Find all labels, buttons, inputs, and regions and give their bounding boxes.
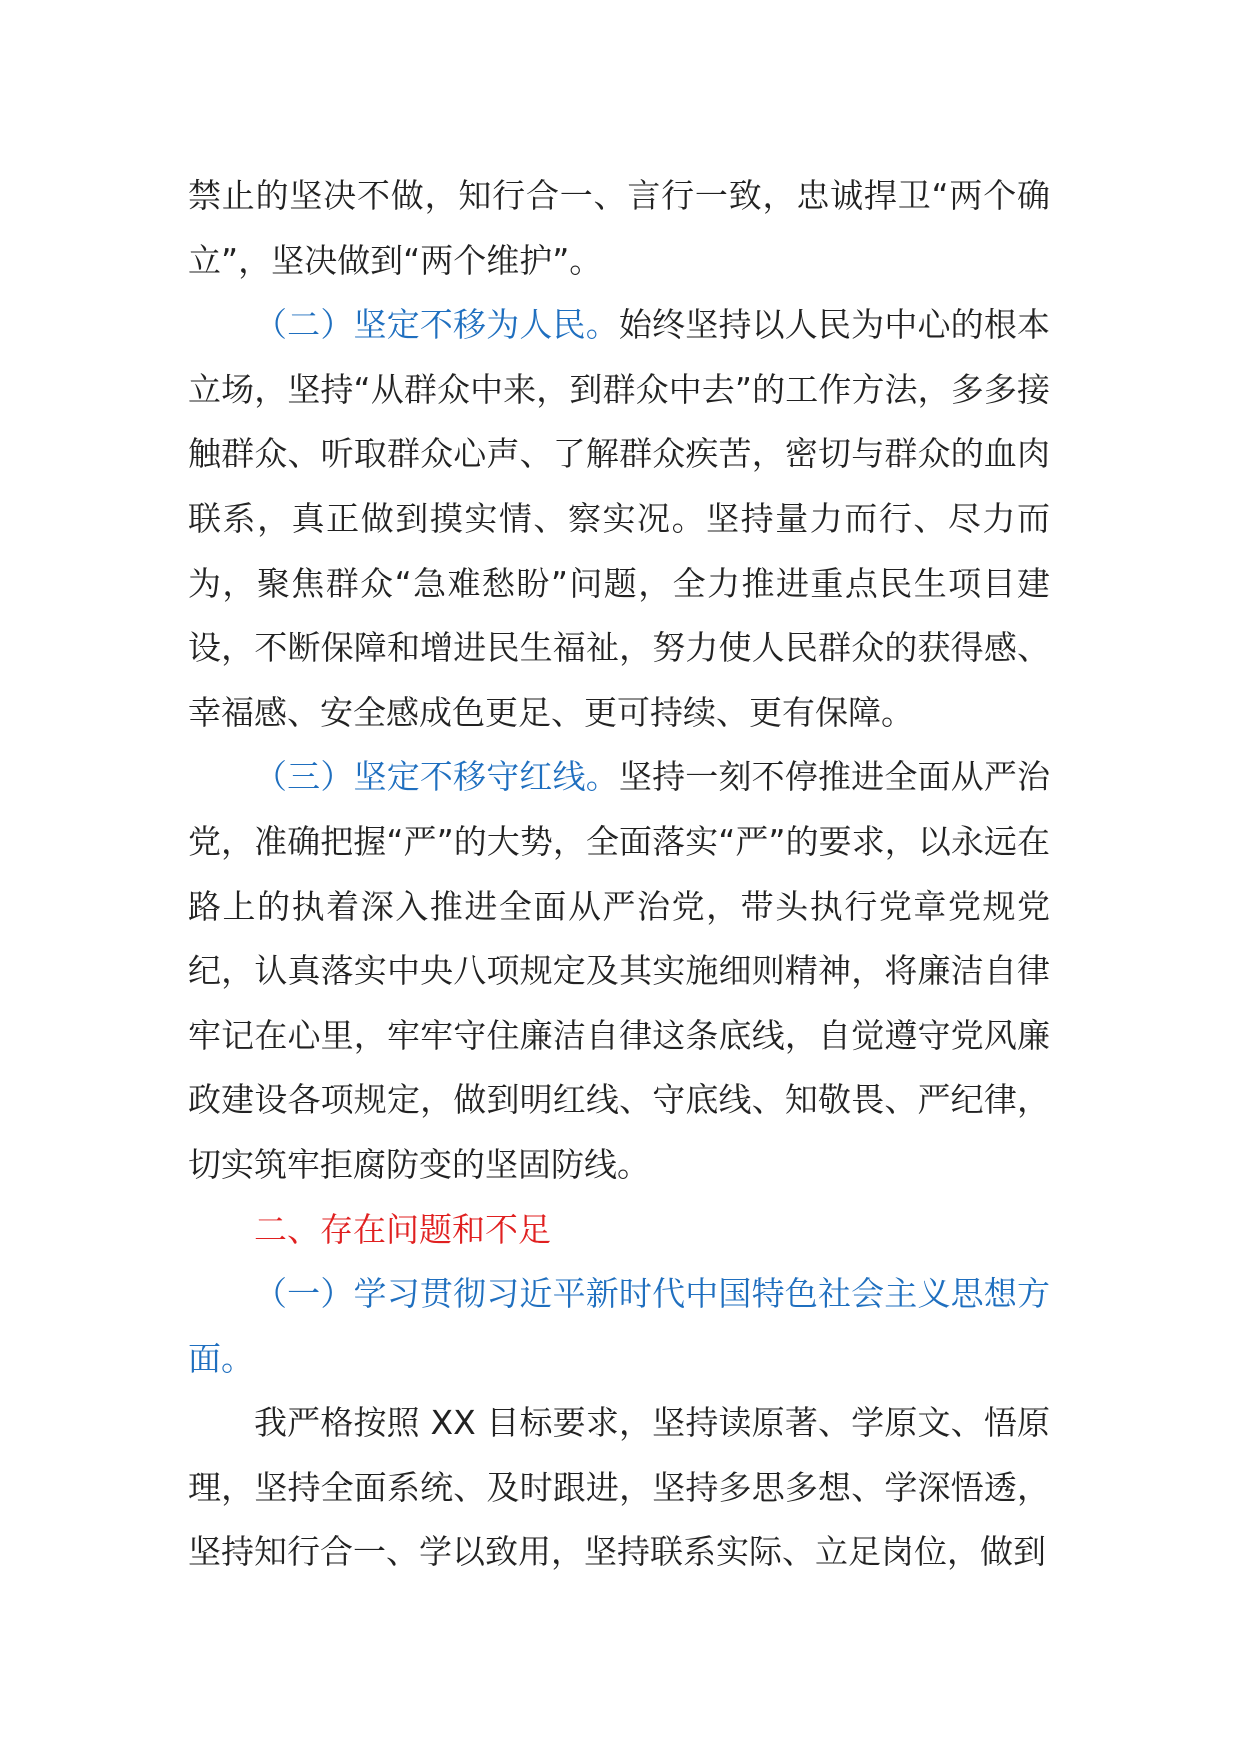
paragraph-text: 始终坚持以人民为中心的根本立场，坚持“从群众中来，到群众中去”的工作方法，多多接触群众、听取群众心声、了解群众疾苦，密切与群众的血肉联系，真正做到摸实情、察实况。坚持量力而行、尽力而为，聚焦群众“急难愁盼”问题，全力推进重点民生项目建设，不断保障和增进民生福祉，努力使人民群众的获得感、幸福感、安全感成色更足、更可持续、更有保障。 [188,305,1051,732]
paragraph-serve-people [188,293,1050,745]
paragraph-study [188,1391,1050,1585]
paragraph-red-line [188,745,1050,1197]
section-heading: 二、存在问题和不足 [254,1209,551,1249]
paragraph-text: 禁止的坚决不做，知行合一、言行一致，忠诚捍卫“两个确立”，坚决做到“两个维护”。 [188,176,1050,280]
paragraph-text: 我严格按照 XX 目标要求，坚持读原著、学原文、悟原理，坚持全面系统、及时跟进，坚持多思多想、学深悟透，坚持知行合一、学以致用，坚持联系实际、立足岗位，做到 [188,1403,1050,1572]
paragraph-text: 坚持一刻不停推进全面从严治党，准确把握“严”的大势，全面落实“严”的要求，以永远在路上的执着深入推进全面从严治党，带头执行党章党规党纪，认真落实中央八项规定及其实施细则精神，将廉洁自律牢记在心里，牢牢守住廉洁自律这条底线，自觉遵守党风廉政建设各项规定，做到明红线、守底线、知敬畏、严纪律，切实筑牢拒腐防变的坚固防线。 [188,757,1051,1184]
subsection-heading: （一）学习贯彻习近平新时代中国特色社会主义思想方面。 [188,1274,1050,1378]
paragraph-continuation [188,164,1050,293]
paragraph-heading: （二）坚定不移为人民。 [254,305,619,345]
paragraph-heading: （三）坚定不移守红线。 [254,757,619,797]
document-body [188,164,1050,1585]
